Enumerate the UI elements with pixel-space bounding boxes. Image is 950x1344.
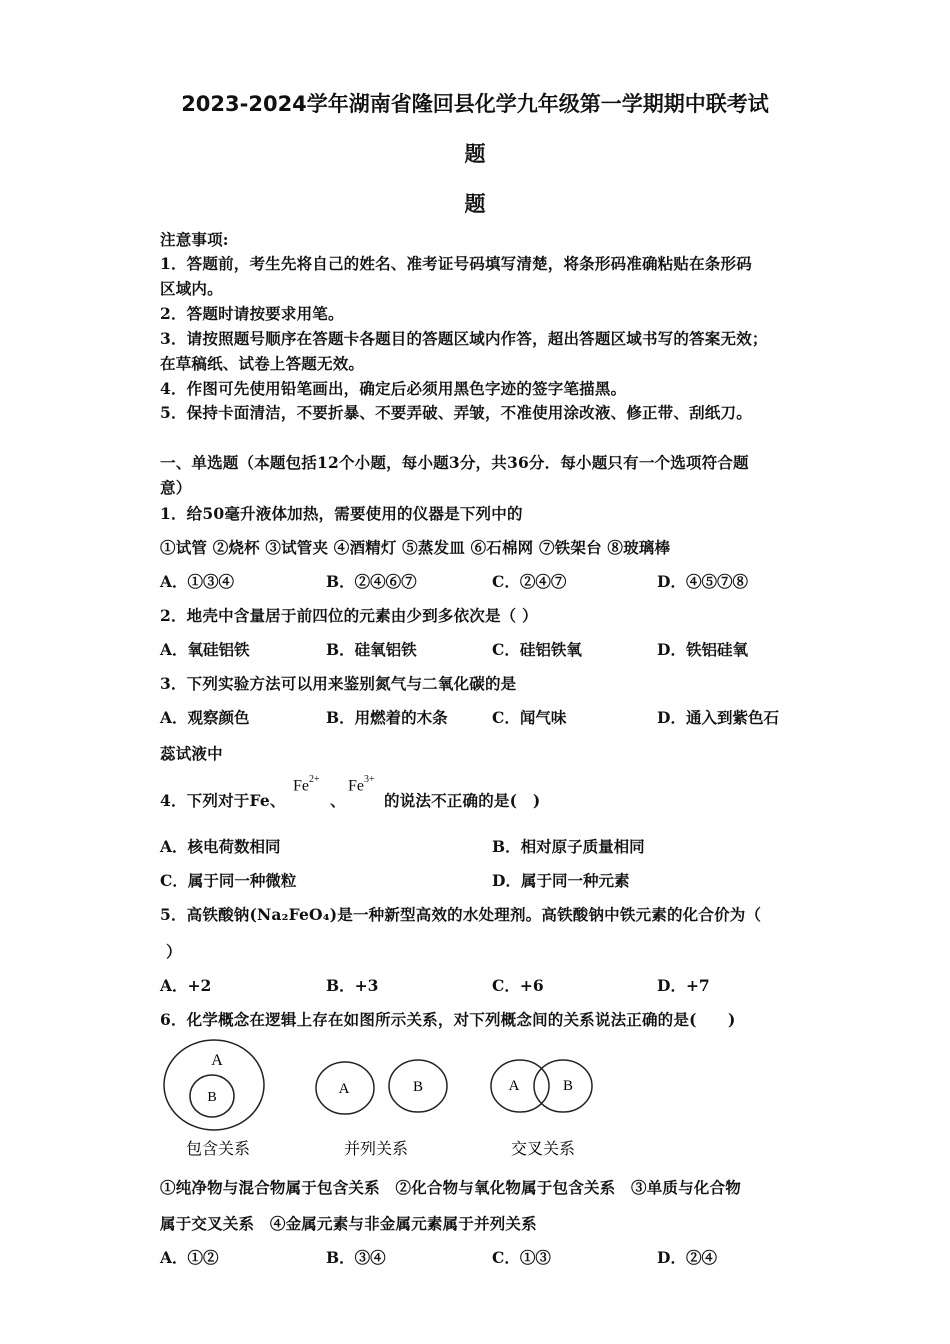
- q2-option-a: A．氧硅铝铁: [160, 640, 250, 659]
- q3-stem: 3．下列实验方法可以用来鉴别氮气与二氧化碳的是: [160, 674, 517, 693]
- q4-option-b: B．相对原子质量相同: [492, 837, 645, 856]
- q5-stem-cont: ）: [166, 942, 182, 961]
- page-title-continued: 题: [464, 142, 486, 166]
- q1-option-a: A．①③④: [160, 572, 235, 591]
- q2-option-c: C．硅铝铁氧: [492, 640, 582, 659]
- notice-item-1: 1．答题前，考生先将自己的姓名、准考证号码填写清楚，将条形码准确粘贴在条形码: [160, 254, 752, 273]
- q5-option-a: A．+2: [160, 976, 212, 995]
- contain-caption: 包含关系: [185, 1139, 251, 1158]
- q3-option-d-cont: 蕊试液中: [160, 744, 223, 763]
- q5-option-d: D．+7: [657, 976, 710, 995]
- q1-option-b: B．②④⑥⑦: [326, 572, 417, 591]
- q6-statements: ①纯净物与混合物属于包含关系 ②化合物与氧化物属于包含关系 ③单质与化合物: [160, 1178, 741, 1197]
- q4-option-d: D．属于同一种元素: [492, 871, 630, 890]
- notice-item-4: 4．作图可先使用铅笔画出，确定后必须用黑色字迹的签字笔描黑。: [160, 379, 627, 398]
- q3-option-a: A．观察颜色: [160, 708, 250, 727]
- notice-item-5: 5．保持卡面清洁，不要折暴、不要弄破、弄皱，不准使用涂改液、修正带、刮纸刀。: [160, 403, 752, 422]
- q1-option-c: C．②④⑦: [492, 572, 567, 591]
- cross-label-a: A: [508, 1078, 520, 1094]
- q4-stem-pre: 4．下列对于Fe、: [160, 791, 286, 810]
- q5-stem: 5．高铁酸钠(Na₂FeO₄)是一种新型高效的水处理剂。高铁酸钠中铁元素的化合价为（: [160, 905, 762, 924]
- q5-option-c: C．+6: [492, 976, 544, 995]
- notice-item-1-cont: 区域内。: [160, 279, 223, 298]
- notice-item-2: 2．答题时请按要求用笔。: [160, 304, 344, 323]
- q6-relationship-diagram: [150, 1036, 610, 1164]
- page-title-repeat: 题: [464, 192, 486, 216]
- q6-option-a: A．①②: [160, 1248, 219, 1267]
- page-title: 2023-2024学年湖南省隆回县化学九年级第一学期期中联考试: [181, 92, 769, 116]
- q6-stem: 6．化学概念在逻辑上存在如图所示关系，对下列概念间的关系说法正确的是( ): [160, 1010, 736, 1029]
- parallel-label-a: A: [338, 1081, 350, 1097]
- parallel-label-b: B: [412, 1079, 424, 1095]
- q3-option-c: C．闻气味: [492, 708, 567, 727]
- contain-label-b: B: [207, 1090, 217, 1105]
- section-heading: 一、单选题（本题包括12个小题，每小题3分，共36分．每小题只有一个选项符合题: [160, 453, 749, 472]
- notice-item-3-cont: 在草稿纸、试卷上答题无效。: [160, 354, 365, 373]
- q2-option-b: B．硅氧铝铁: [326, 640, 417, 659]
- q4-ion-fe2: $Fe^{2+}$: [293, 774, 320, 795]
- notice-heading: 注意事项:: [160, 230, 229, 249]
- q1-stem: 1．给50毫升液体加热，需要使用的仪器是下列中的: [160, 504, 523, 523]
- q4-option-c: C．属于同一种微粒: [160, 871, 297, 890]
- q2-stem: 2．地壳中含量居于前四位的元素由少到多依次是（ ）: [160, 606, 538, 625]
- q1-items: ①试管 ②烧杯 ③试管夹 ④酒精灯 ⑤蒸发皿 ⑥石棉网 ⑦铁架台 ⑧玻璃棒: [160, 538, 671, 557]
- cross-left-circle: [491, 1060, 549, 1112]
- cross-caption: 交叉关系: [510, 1139, 576, 1158]
- q6-option-b: B．③④: [326, 1248, 386, 1267]
- contain-label-a: A: [211, 1052, 223, 1069]
- q3-option-b: B．用燃着的木条: [326, 708, 448, 727]
- parallel-caption: 并列关系: [343, 1139, 409, 1158]
- q3-option-d: D．通入到紫色石: [657, 708, 779, 727]
- notice-item-3: 3．请按照题号顺序在答题卡各题目的答题区域内作答，超出答题区域书写的答案无效；: [160, 329, 768, 348]
- q5-option-b: B．+3: [326, 976, 379, 995]
- section-heading-cont: 意）: [160, 478, 192, 497]
- q6-statements-cont: 属于交叉关系 ④金属元素与非金属元素属于并列关系: [160, 1214, 537, 1233]
- cross-label-b: B: [562, 1078, 574, 1094]
- q4-ion-fe3: $Fe^{3+}$: [348, 774, 375, 795]
- q6-option-d: D．②④: [657, 1248, 717, 1267]
- q2-option-d: D．铁铝硅氧: [657, 640, 748, 659]
- q4-option-a: A．核电荷数相同: [160, 837, 281, 856]
- q4-separator: 、: [330, 791, 346, 810]
- q6-option-c: C．①③: [492, 1248, 551, 1267]
- q4-stem-post: 的说法不正确的是( ): [384, 791, 541, 810]
- q1-option-d: D．④⑤⑦⑧: [657, 572, 748, 591]
